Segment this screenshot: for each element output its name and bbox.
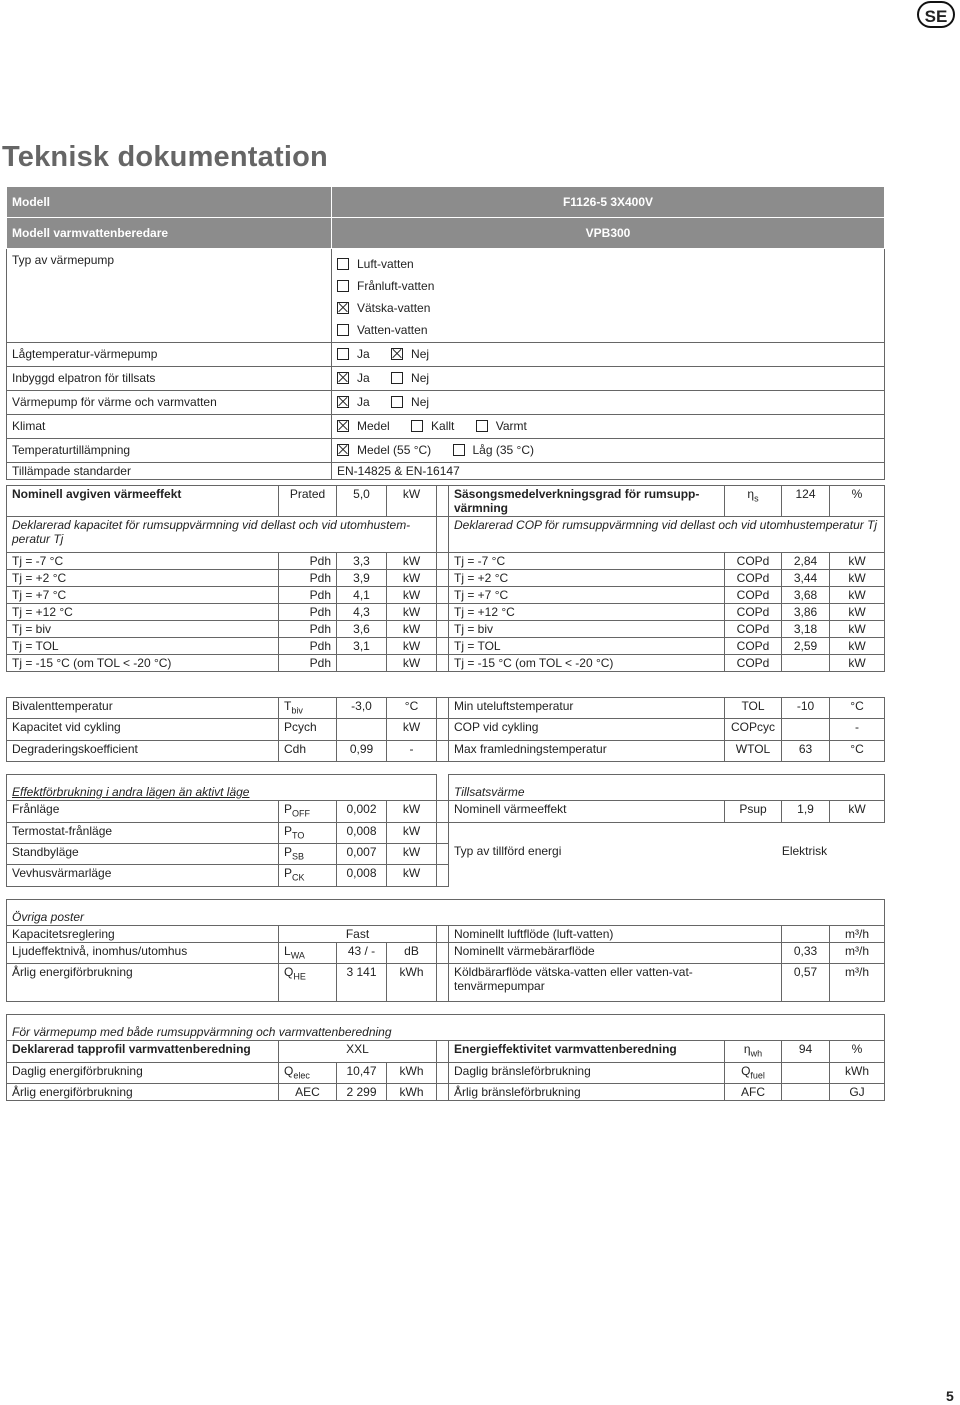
dhw-symbol-right [725, 1062, 782, 1083]
power-unit: kW [387, 822, 437, 843]
season-symbol [725, 486, 782, 517]
option-row [7, 439, 885, 463]
other-value: Fast [279, 925, 437, 942]
power-head-row [7, 775, 885, 801]
pump-type-option[interactable] [337, 297, 879, 319]
power-symbol-sub: SB [292, 851, 305, 862]
bivalent-symbol-right: TOL [725, 698, 782, 719]
power-left-head: Effektförbrukning i andra lägen än aktivt läge [7, 775, 437, 801]
bivalent-symbol [279, 740, 337, 761]
dhw-symbol [279, 1062, 337, 1083]
cop-symbol: COPd [725, 587, 782, 604]
bivalent-unit-right: °C [830, 698, 885, 719]
power-unit: kW [387, 843, 437, 864]
other-label: Ljudeffektnivå, inomhus/utomhus [7, 942, 279, 963]
checkbox-icon [337, 396, 349, 408]
declared-value: 3,6 [337, 621, 387, 638]
dhw-label-right: Energieffektivitet varmvattenberedning [449, 1041, 725, 1062]
cop-condition: Tj = -7 °C [449, 553, 725, 570]
checkbox-icon [337, 348, 349, 360]
checkbox-icon [391, 372, 403, 384]
power-symbol [279, 801, 337, 822]
eta-subscript: wh [750, 1048, 763, 1059]
other-head-row [7, 899, 885, 925]
option-label: Klimat [7, 415, 332, 439]
supp-heat-label: Nominell värmeeffekt [449, 801, 725, 822]
power-right-head: Tillsatsvärme [449, 775, 885, 801]
checkbox-icon [337, 324, 349, 336]
option-item[interactable] [476, 419, 527, 433]
option-row [7, 343, 885, 367]
bivalent-unit-right: - [830, 719, 885, 740]
declared-condition: Tj = -15 °C (om TOL < -20 °C) [7, 655, 279, 672]
other-row [7, 964, 885, 1002]
declared-unit: kW [387, 655, 437, 672]
other-row [7, 925, 885, 942]
option-item-label: Ja [357, 395, 370, 409]
dhw-value: XXL [279, 1041, 437, 1062]
checkbox-icon [391, 396, 403, 408]
declared-value: 3,3 [337, 553, 387, 570]
dhw-symbol-main: Q [741, 1063, 751, 1078]
dhw-row [7, 1083, 885, 1100]
other-unit-right: m³/h [830, 964, 885, 1002]
power-value: 0,008 [337, 865, 387, 886]
bivalent-symbol-right: COPcyc [725, 719, 782, 740]
bivalent-label-right: Min uteluftstemperatur [449, 698, 725, 719]
other-symbol-sub: WA [290, 950, 305, 961]
checkbox-icon [337, 302, 349, 314]
declared-value [337, 655, 387, 672]
power-row [7, 843, 885, 864]
declared-condition: Tj = biv [7, 621, 279, 638]
season-label: Säsongsmedelverkningsgrad för rumsupp-värmning [449, 486, 725, 517]
other-symbol [279, 942, 337, 963]
other-symbol-main: L [284, 943, 291, 958]
nominal-label: Nominell avgiven värmeeffekt [7, 486, 279, 517]
option-item-label: Medel [357, 419, 390, 433]
pump-type-option-label: Vatten-vatten [357, 323, 428, 337]
declared-symbol: Pdh [279, 604, 337, 621]
option-row [7, 367, 885, 391]
cop-condition: Tj = biv [449, 621, 725, 638]
option-item[interactable] [337, 419, 390, 433]
dhw-value: 2 299 [337, 1083, 387, 1100]
power-row [7, 865, 885, 886]
cop-unit: kW [830, 587, 885, 604]
dhw-unit: kWh [387, 1083, 437, 1100]
declared-left-head: Deklarerad kapacitet för rumsuppvärmning vid dellast och vid utomhustem-peratur Tj [7, 517, 437, 553]
option-label: Inbyggd elpatron för tillsats [7, 367, 332, 391]
bivalent-value: 0,99 [337, 740, 387, 761]
option-item-label: Medel (55 °C) [357, 443, 432, 457]
other-unit: dB [387, 942, 437, 963]
bivalent-label: Kapacitet vid cykling [7, 719, 279, 740]
model-row [7, 187, 885, 218]
bivalent-row [7, 698, 885, 719]
other-unit: kWh [387, 964, 437, 1002]
cop-value [782, 655, 830, 672]
declared-unit: kW [387, 621, 437, 638]
bivalent-label-right: Max framledningstemperatur [449, 740, 725, 761]
cop-value: 3,86 [782, 604, 830, 621]
bivalent-unit: °C [387, 698, 437, 719]
other-label-right: Nominellt värmebärarflöde [449, 942, 782, 963]
power-row [7, 801, 885, 822]
bivalent-symbol-sub: biv [291, 705, 303, 716]
dhw-value-right: 94 [782, 1041, 830, 1062]
dhw-symbol-main: Q [284, 1063, 294, 1078]
checkbox-icon [411, 420, 423, 432]
option-item[interactable] [391, 395, 429, 409]
option-item-label: Nej [411, 347, 430, 361]
declared-value: 3,9 [337, 570, 387, 587]
cop-unit: kW [830, 655, 885, 672]
cop-symbol: COPd [725, 621, 782, 638]
bivalent-value-right: -10 [782, 698, 830, 719]
power-label: Frånläge [7, 801, 279, 822]
eta-subscript: s [754, 493, 759, 504]
eta-symbol: η [747, 487, 755, 501]
power-value: 0,007 [337, 843, 387, 864]
cop-condition: Tj = +12 °C [449, 604, 725, 621]
pump-type-options [332, 249, 885, 343]
declared-symbol: Pdh [279, 553, 337, 570]
power-label: Vevhusvärmarläge [7, 865, 279, 886]
power-row [7, 822, 885, 843]
other-value-right: 0,33 [782, 942, 830, 963]
bivalent-row [7, 740, 885, 761]
cop-value: 3,44 [782, 570, 830, 587]
other-head: Övriga poster [7, 899, 885, 925]
declared-row [7, 553, 885, 570]
spec-data-table [6, 485, 885, 1101]
dhw-value: 10,47 [337, 1062, 387, 1083]
cop-condition: Tj = TOL [449, 638, 725, 655]
declared-row [7, 604, 885, 621]
other-label-right: Nominellt luftflöde (luft-vatten) [449, 925, 782, 942]
option-row [7, 391, 885, 415]
checkbox-icon [476, 420, 488, 432]
cop-unit: kW [830, 638, 885, 655]
pump-type-option[interactable] [337, 319, 879, 341]
other-value: 3 141 [337, 964, 387, 1002]
power-symbol-sub: CK [292, 872, 305, 883]
bivalent-symbol-right: WTOL [725, 740, 782, 761]
dhw-symbol: AEC [279, 1083, 337, 1100]
bivalent-rows [7, 698, 885, 762]
dhw-unit-right: kWh [830, 1062, 885, 1083]
declared-condition: Tj = +7 °C [7, 587, 279, 604]
power-label: Standbyläge [7, 843, 279, 864]
declared-value: 4,3 [337, 604, 387, 621]
option-label: Temperaturtillämpning [7, 439, 332, 463]
pump-type-option-label: Luft-vatten [357, 257, 414, 271]
bivalent-symbol [279, 719, 337, 740]
country-badge: SE [917, 1, 955, 28]
bivalent-value [337, 719, 387, 740]
option-item-label: Kallt [431, 419, 455, 433]
declared-unit: kW [387, 570, 437, 587]
option-item-label: Ja [357, 371, 370, 385]
power-symbol-sub: TO [292, 829, 305, 840]
declared-symbol: Pdh [279, 621, 337, 638]
nominal-value: 5,0 [337, 486, 387, 517]
bivalent-value: -3,0 [337, 698, 387, 719]
power-symbol [279, 822, 337, 843]
dhw-symbol-right: AFC [725, 1083, 782, 1100]
dhw-unit-right: % [830, 1041, 885, 1062]
option-item-label: Låg (35 °C) [472, 443, 534, 457]
cop-value: 2,84 [782, 553, 830, 570]
declared-unit: kW [387, 638, 437, 655]
checkbox-icon [453, 444, 465, 456]
pump-type-label: Typ av värmepump [7, 249, 332, 343]
supp-heat-symbol: Psup [725, 801, 782, 822]
nominal-row [7, 486, 885, 517]
declared-unit: kW [387, 553, 437, 570]
dhw-label: Deklarerad tapprofil varmvattenberedning [7, 1041, 279, 1062]
energy-type-label: Typ av tillförd energi [454, 844, 562, 859]
other-symbol [279, 964, 337, 1002]
option-label: Lågtemperatur-värmepump [7, 343, 332, 367]
dhw-row [7, 1062, 885, 1083]
bivalent-unit: kW [387, 719, 437, 740]
cop-value: 3,68 [782, 587, 830, 604]
cop-condition: Tj = +2 °C [449, 570, 725, 587]
power-unit: kW [387, 801, 437, 822]
power-value: 0,008 [337, 822, 387, 843]
other-value-right: 0,57 [782, 964, 830, 1002]
declared-row [7, 621, 885, 638]
declared-row [7, 655, 885, 672]
energy-type-value: Elektrisk [781, 844, 828, 859]
pump-type-row [7, 249, 885, 343]
declared-right-head: Deklarerad COP för rumsuppvärmning vid dellast och vid utomhustemperatur Tj [449, 517, 885, 553]
declared-value: 3,1 [337, 638, 387, 655]
season-value: 124 [782, 486, 830, 517]
pump-type-option-label: Frånluft-vatten [357, 279, 435, 293]
dhw-label: Daglig energiförbrukning [7, 1062, 279, 1083]
pump-type-option[interactable] [337, 253, 879, 275]
dhw-unit-right: GJ [830, 1083, 885, 1100]
declared-condition: Tj = +12 °C [7, 604, 279, 621]
bivalent-label: Bivalenttemperatur [7, 698, 279, 719]
nominal-unit: kW [387, 486, 437, 517]
other-symbol-sub: HE [293, 971, 306, 982]
model-value: F1126-5 3X400V [332, 187, 885, 218]
bivalent-label-right: COP vid cykling [449, 719, 725, 740]
other-unit-right: m³/h [830, 925, 885, 942]
heater-row [7, 218, 885, 249]
standards-row [7, 463, 885, 480]
dhw-label-right: Årlig bränsleförbrukning [449, 1083, 725, 1100]
heater-value: VPB300 [332, 218, 885, 249]
checkbox-icon [337, 280, 349, 292]
power-symbol-sub: OFF [292, 808, 311, 819]
supp-heat-value: 1,9 [782, 801, 830, 822]
declared-symbol: Pdh [279, 638, 337, 655]
bivalent-unit: - [387, 740, 437, 761]
cop-unit: kW [830, 621, 885, 638]
other-symbol-main: Q [284, 965, 294, 980]
declared-symbol: Pdh [279, 587, 337, 604]
power-symbol [279, 843, 337, 864]
cop-symbol: COPd [725, 638, 782, 655]
other-label: Årlig energiförbrukning [7, 964, 279, 1002]
cop-unit: kW [830, 570, 885, 587]
other-label-right: Köldbärarflöde vätska-vatten eller vatten-vat-tenvärmepumpar [449, 964, 782, 1002]
pump-type-option[interactable] [337, 275, 879, 297]
bivalent-value-right [782, 719, 830, 740]
bivalent-symbol [279, 698, 337, 719]
checkbox-icon [337, 444, 349, 456]
option-item[interactable] [391, 347, 429, 361]
option-item[interactable] [337, 443, 431, 457]
cop-symbol: COPd [725, 655, 782, 672]
page-number: 5 [946, 1388, 954, 1404]
power-value: 0,002 [337, 801, 387, 822]
declared-row [7, 587, 885, 604]
cop-unit: kW [830, 604, 885, 621]
declared-value: 4,1 [337, 587, 387, 604]
declared-unit: kW [387, 604, 437, 621]
cop-condition: Tj = -15 °C (om TOL < -20 °C) [449, 655, 725, 672]
declared-rows [7, 553, 885, 672]
cop-value: 2,59 [782, 638, 830, 655]
dhw-symbol-sub: elec [293, 1069, 310, 1080]
dhw-symbol-sub: fuel [750, 1069, 765, 1080]
option-item[interactable] [337, 371, 370, 385]
standards-label: Tillämpade standarder [7, 463, 332, 480]
bivalent-symbol-main: Cdh [284, 741, 307, 756]
declared-head-row [7, 517, 885, 553]
declared-condition: Tj = +2 °C [7, 570, 279, 587]
pump-type-option-label: Vätska-vatten [357, 301, 431, 315]
nominal-symbol: Prated [279, 486, 337, 517]
declared-condition: Tj = -7 °C [7, 553, 279, 570]
checkbox-icon [337, 258, 349, 270]
checkbox-icon [337, 420, 349, 432]
option-item[interactable] [391, 371, 429, 385]
option-item[interactable] [337, 395, 370, 409]
bivalent-row [7, 719, 885, 740]
dhw-head: För värmepump med både rumsuppvärmning och varmvattenberedning [7, 1015, 885, 1041]
power-symbol-main: P [284, 802, 293, 817]
cop-value: 3,18 [782, 621, 830, 638]
power-symbol-main: P [284, 823, 293, 838]
power-label: Termostat-frånläge [7, 822, 279, 843]
power-unit: kW [387, 865, 437, 886]
dhw-unit: kWh [387, 1062, 437, 1083]
power-symbol [279, 865, 337, 886]
cop-symbol: COPd [725, 553, 782, 570]
declared-symbol: Pdh [279, 570, 337, 587]
dhw-label: Årlig energiförbrukning [7, 1083, 279, 1100]
bivalent-label: Degraderingskoefficient [7, 740, 279, 761]
cop-unit: kW [830, 553, 885, 570]
option-item[interactable] [453, 443, 535, 457]
eta-symbol: η [743, 1042, 751, 1057]
power-symbol-main: P [284, 866, 293, 881]
bivalent-value-right: 63 [782, 740, 830, 761]
declared-condition: Tj = TOL [7, 638, 279, 655]
heater-label: Modell varmvattenberedare [7, 218, 332, 249]
other-unit-right: m³/h [830, 942, 885, 963]
cop-symbol: COPd [725, 570, 782, 587]
option-item[interactable] [411, 419, 454, 433]
supp-heat-unit: kW [830, 801, 885, 822]
option-row [7, 415, 885, 439]
power-symbol-main: P [284, 844, 293, 859]
model-label: Modell [7, 187, 332, 218]
dhw-head-row [7, 1015, 885, 1041]
cop-symbol: COPd [725, 604, 782, 621]
dhw-symbol-right [725, 1041, 782, 1062]
declared-row [7, 638, 885, 655]
bivalent-unit-right: °C [830, 740, 885, 761]
option-item-label: Ja [357, 347, 370, 361]
option-item[interactable] [337, 347, 370, 361]
dhw-row [7, 1041, 885, 1062]
season-unit: % [830, 486, 885, 517]
dhw-label-right: Daglig bränsleförbrukning [449, 1062, 725, 1083]
bivalent-symbol-main: T [284, 699, 292, 713]
cop-condition: Tj = +7 °C [449, 587, 725, 604]
declared-row [7, 570, 885, 587]
option-item-label: Nej [411, 395, 430, 409]
checkbox-icon [391, 348, 403, 360]
option-item-label: Nej [411, 371, 430, 385]
declared-unit: kW [387, 587, 437, 604]
spec-header-table [6, 186, 885, 480]
declared-symbol: Pdh [279, 655, 337, 672]
other-row [7, 942, 885, 963]
page-title: Teknisk dokumentation [2, 141, 328, 173]
bivalent-symbol-main: Pcych [284, 720, 317, 735]
option-item-label: Varmt [495, 419, 527, 433]
option-label: Värmepump för värme och varmvatten [7, 391, 332, 415]
other-label: Kapacitetsreglering [7, 925, 279, 942]
standards-value: EN-14825 & EN-16147 [332, 463, 885, 480]
checkbox-icon [337, 372, 349, 384]
other-value: 43 / - [337, 942, 387, 963]
